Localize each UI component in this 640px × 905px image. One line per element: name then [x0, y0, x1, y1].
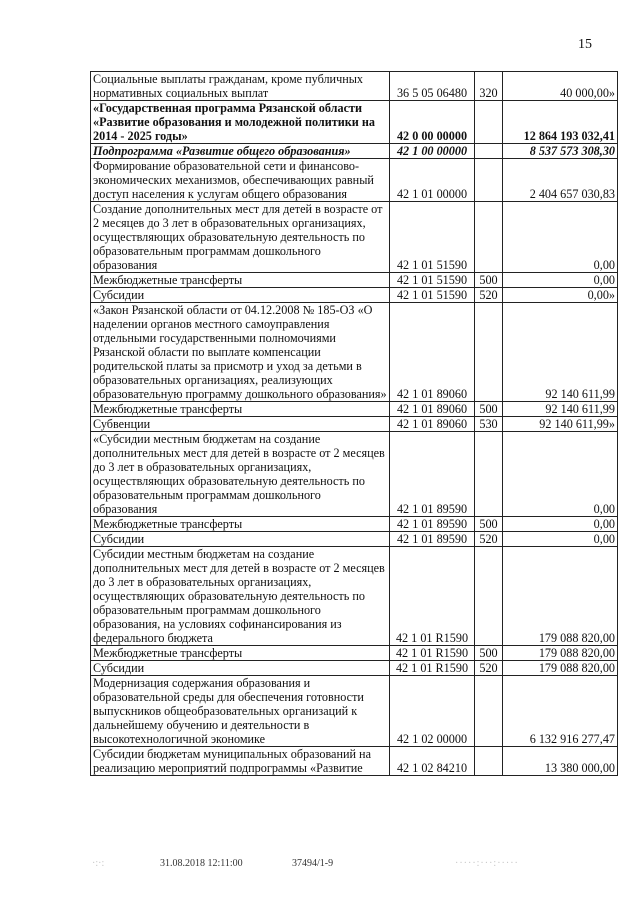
- row-amount-cell: 0,00: [503, 517, 618, 532]
- row-amount-cell: 12 864 193 032,41: [503, 101, 618, 144]
- table-row: [91, 72, 618, 101]
- table-row: [91, 402, 618, 417]
- row-expense-type-cell: 500: [475, 517, 503, 532]
- row-amount-cell: 13 380 000,00: [503, 747, 618, 776]
- row-name-cell: Межбюджетные трансферты: [91, 517, 390, 532]
- row-amount-cell: 0,00: [503, 273, 618, 288]
- table-row: [91, 646, 618, 661]
- table-row: [91, 417, 618, 432]
- row-code-cell: 42 1 02 84210: [390, 747, 475, 776]
- row-code-cell: 42 1 02 00000: [390, 676, 475, 747]
- row-expense-type-cell: [475, 547, 503, 646]
- row-code-cell: 42 1 01 R1590: [390, 661, 475, 676]
- row-expense-type-cell: 320: [475, 72, 503, 101]
- row-amount-cell: 92 140 611,99: [503, 402, 618, 417]
- table-row: [91, 547, 618, 646]
- table-row: [91, 159, 618, 202]
- row-code-cell: 42 1 01 89060: [390, 417, 475, 432]
- row-expense-type-cell: 520: [475, 288, 503, 303]
- row-expense-type-cell: [475, 432, 503, 517]
- row-name-cell: Субсидии: [91, 288, 390, 303]
- row-amount-cell: 2 404 657 030,83: [503, 159, 618, 202]
- row-code-cell: 36 5 05 06480: [390, 72, 475, 101]
- row-amount-cell: 179 088 820,00: [503, 661, 618, 676]
- row-expense-type-cell: 500: [475, 273, 503, 288]
- row-code-cell: 42 1 01 89590: [390, 532, 475, 547]
- row-code-cell: 42 1 01 51590: [390, 273, 475, 288]
- row-amount-cell: 92 140 611,99: [503, 303, 618, 402]
- table-row: [91, 676, 618, 747]
- row-expense-type-cell: [475, 676, 503, 747]
- row-name-cell: «Закон Рязанской области от 04.12.2008 № 185-ОЗ «О наделении органов местного самоуправления отдельными государственными полномочиями Рязанской области по выплате компенсации родительской платы за присмотр и уход за детьми в образовательных организациях, реализующих образовательную программу дошкольного образования»: [91, 303, 390, 402]
- row-name-cell: Субсидии местным бюджетам на создание дополнительных мест для детей в возрасте от 2 месяцев до 3 лет в образовательных организациях, осуществляющих образовательную деятельность по образовательным программам дошкольного образования, на условиях софинансирования из федерального бюджета: [91, 547, 390, 646]
- row-expense-type-cell: 520: [475, 661, 503, 676]
- row-code-cell: 42 0 00 00000: [390, 101, 475, 144]
- row-name-cell: Модернизация содержания образования и образовательной среды для обеспечения готовности выпускников общеобразовательных организаций к дальнейшему обучению и деятельности в высокотехнологичной экономике: [91, 676, 390, 747]
- row-expense-type-cell: 520: [475, 532, 503, 547]
- row-expense-type-cell: [475, 101, 503, 144]
- row-amount-cell: 0,00: [503, 202, 618, 273]
- row-amount-cell: 8 537 573 308,30: [503, 144, 618, 159]
- row-code-cell: 42 1 01 89060: [390, 402, 475, 417]
- row-name-cell: Социальные выплаты гражданам, кроме публичных нормативных социальных выплат: [91, 72, 390, 101]
- row-amount-cell: 0,00: [503, 532, 618, 547]
- table-row: [91, 202, 618, 273]
- budget-table-body: [91, 72, 618, 776]
- row-name-cell: Субсидии: [91, 661, 390, 676]
- table-row: [91, 303, 618, 402]
- page-number: 15: [578, 37, 592, 52]
- row-code-cell: 42 1 00 00000: [390, 144, 475, 159]
- row-amount-cell: 179 088 820,00: [503, 646, 618, 661]
- row-name-cell: «Государственная программа Рязанской области «Развитие образования и молодежной политики на 2014 - 2025 годы»: [91, 101, 390, 144]
- table-row: [91, 532, 618, 547]
- row-code-cell: 42 1 01 89590: [390, 517, 475, 532]
- row-code-cell: 42 1 01 R1590: [390, 547, 475, 646]
- row-expense-type-cell: [475, 159, 503, 202]
- row-name-cell: Субсидии: [91, 532, 390, 547]
- row-amount-cell: 92 140 611,99»: [503, 417, 618, 432]
- row-name-cell: Межбюджетные трансферты: [91, 646, 390, 661]
- row-expense-type-cell: [475, 303, 503, 402]
- row-expense-type-cell: [475, 144, 503, 159]
- row-name-cell: Субвенции: [91, 417, 390, 432]
- row-code-cell: 42 1 01 R1590: [390, 646, 475, 661]
- row-code-cell: 42 1 01 51590: [390, 202, 475, 273]
- table-row: [91, 661, 618, 676]
- footer-date: 31.08.2018 12:11:00: [160, 858, 243, 869]
- faded-stamp-right: ·····:···:·····: [455, 858, 519, 869]
- row-code-cell: 42 1 01 89060: [390, 303, 475, 402]
- row-name-cell: Межбюджетные трансферты: [91, 273, 390, 288]
- table-row: [91, 517, 618, 532]
- row-expense-type-cell: 530: [475, 417, 503, 432]
- row-expense-type-cell: 500: [475, 646, 503, 661]
- row-expense-type-cell: [475, 747, 503, 776]
- row-name-cell: Формирование образовательной сети и финансово-экономических механизмов, обеспечивающих равный доступ населения к услугам общего образования: [91, 159, 390, 202]
- row-code-cell: 42 1 01 00000: [390, 159, 475, 202]
- row-amount-cell: 6 132 916 277,47: [503, 676, 618, 747]
- row-name-cell: «Субсидии местным бюджетам на создание дополнительных мест для детей в возрасте от 2 месяцев до 3 лет в образовательных организациях, осуществляющих образовательную деятельность по образовательным программам дошкольного образования: [91, 432, 390, 517]
- table-row: [91, 288, 618, 303]
- row-expense-type-cell: [475, 202, 503, 273]
- table-row: [91, 273, 618, 288]
- budget-table: [90, 71, 618, 776]
- row-expense-type-cell: 500: [475, 402, 503, 417]
- table-row: [91, 144, 618, 159]
- row-code-cell: 42 1 01 51590: [390, 288, 475, 303]
- row-amount-cell: 0,00: [503, 432, 618, 517]
- table-row: [91, 747, 618, 776]
- row-code-cell: 42 1 01 89590: [390, 432, 475, 517]
- row-amount-cell: 0,00»: [503, 288, 618, 303]
- faded-stamp-left: ·:·:: [92, 858, 105, 869]
- row-name-cell: Субсидии бюджетам муниципальных образований на реализацию мероприятий подпрограммы «Развитие: [91, 747, 390, 776]
- table-row: [91, 432, 618, 517]
- table-row: [91, 101, 618, 144]
- row-amount-cell: 40 000,00»: [503, 72, 618, 101]
- row-name-cell: Межбюджетные трансферты: [91, 402, 390, 417]
- row-name-cell: Создание дополнительных мест для детей в возрасте от 2 месяцев до 3 лет в образовательных организациях, осуществляющих образовательную деятельность по образовательным программам дошкольного образования: [91, 202, 390, 273]
- footer-doc-id: 37494/1-9: [292, 858, 334, 869]
- row-amount-cell: 179 088 820,00: [503, 547, 618, 646]
- row-name-cell: Подпрограмма «Развитие общего образования»: [91, 144, 390, 159]
